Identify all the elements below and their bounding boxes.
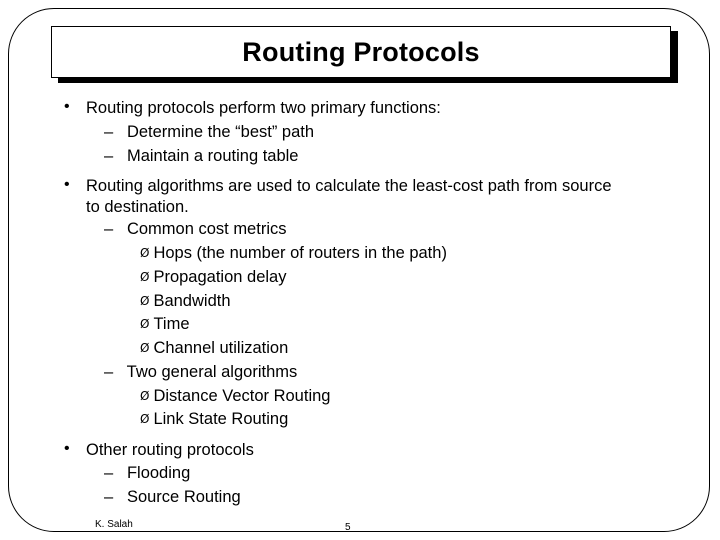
bullet-3-subitem-2	[104, 487, 241, 507]
subitem-text: Determine the “best” path	[126, 123, 315, 141]
metric-point-2	[140, 267, 286, 288]
subitem-text: Source Routing	[126, 488, 241, 506]
bullet-2-subitem-1	[104, 219, 286, 239]
bullet-2-text-line-2: to destination.	[86, 198, 189, 216]
point-text: Time	[153, 315, 190, 333]
bullet-3-text: Other routing protocols	[86, 441, 254, 459]
arrow-bullet-icon: Ø	[140, 246, 150, 260]
point-text: Distance Vector Routing	[153, 387, 331, 405]
dash-icon: –	[104, 123, 114, 141]
metric-point-3	[140, 291, 231, 312]
dash-icon: –	[104, 147, 114, 165]
algorithm-point-2	[140, 409, 288, 430]
dash-icon: –	[104, 464, 114, 482]
arrow-bullet-icon: Ø	[140, 341, 150, 355]
subitem-text: Common cost metrics	[126, 220, 287, 238]
subitem-text: Flooding	[126, 464, 191, 482]
arrow-bullet-icon: Ø	[140, 389, 150, 403]
bullet-dot-icon: •	[64, 440, 70, 457]
footer-author: K. Salah	[95, 519, 133, 530]
dash-icon: –	[104, 488, 114, 506]
bullet-2-text-line-1: Routing algorithms are used to calculate the least-cost path from source	[86, 177, 612, 195]
point-text: Bandwidth	[153, 292, 231, 310]
bullet-1-subitem-2	[104, 146, 298, 166]
subitem-text: Maintain a routing table	[126, 147, 299, 165]
bullet-dot-icon: •	[64, 98, 70, 115]
bullet-dot-icon: •	[64, 176, 70, 193]
subitem-text: Two general algorithms	[126, 363, 298, 381]
arrow-bullet-icon: Ø	[140, 294, 150, 308]
bullet-1-subitem-1	[104, 122, 314, 142]
title-box	[51, 26, 671, 78]
slide-title: Routing Protocols	[242, 36, 480, 67]
arrow-bullet-icon: Ø	[140, 317, 150, 331]
dash-icon: –	[104, 220, 114, 238]
metric-point-5	[140, 338, 288, 359]
point-text: Propagation delay	[153, 268, 287, 286]
dash-icon: –	[104, 363, 114, 381]
footer-page-number: 5	[345, 522, 351, 533]
arrow-bullet-icon: Ø	[140, 270, 150, 284]
point-text: Channel utilization	[153, 339, 289, 357]
point-text: Link State Routing	[153, 410, 289, 428]
bullet-3-subitem-1	[104, 463, 190, 483]
metric-point-4	[140, 314, 190, 335]
point-text: Hops (the number of routers in the path)	[153, 244, 447, 262]
metric-point-1	[140, 243, 447, 264]
algorithm-point-1	[140, 386, 330, 407]
bullet-2-subitem-2	[104, 362, 297, 382]
arrow-bullet-icon: Ø	[140, 412, 150, 426]
bullet-1-text: Routing protocols perform two primary functions:	[86, 99, 441, 117]
